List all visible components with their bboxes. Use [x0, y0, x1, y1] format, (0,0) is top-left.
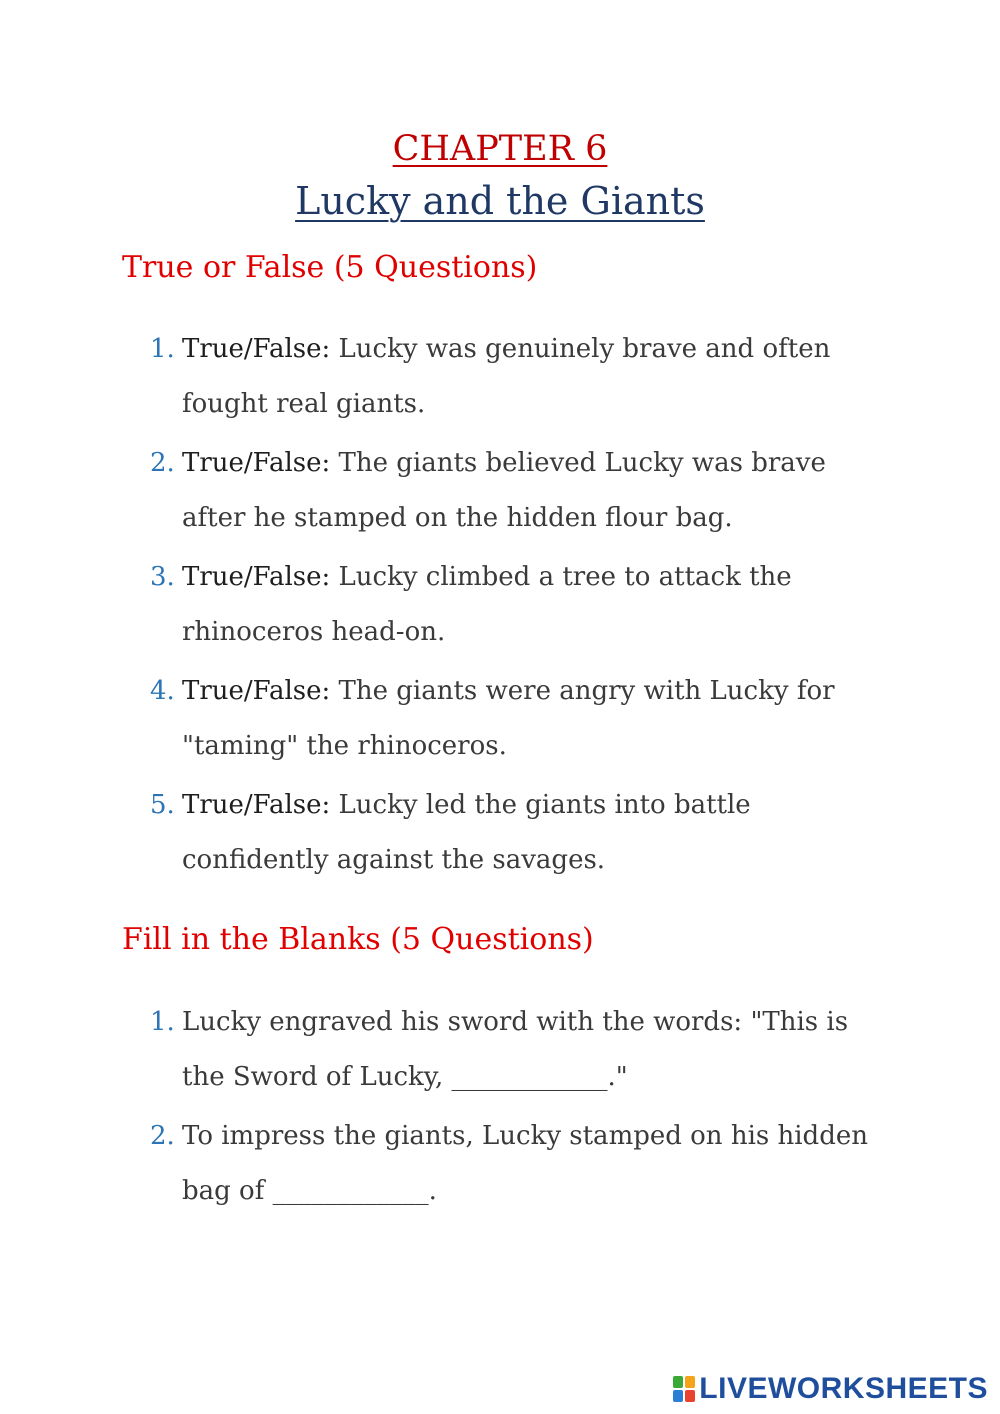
list-item	[150, 778, 890, 887]
list-item	[150, 664, 890, 773]
logo-square-red	[685, 1390, 695, 1402]
question-number: 5.	[150, 790, 175, 820]
list-item	[150, 322, 890, 431]
question-text: Lucky engraved his sword with the words: "This is the Sword of Lucky, ____________."	[182, 1007, 849, 1092]
question-label: True/False:	[182, 790, 331, 820]
page-title: Lucky and the Giants	[295, 179, 705, 223]
question-number: 3.	[150, 562, 175, 592]
question-label: True/False:	[182, 676, 331, 706]
logo-square-blue	[673, 1390, 683, 1402]
logo-text: LIVEWORKSHEETS	[699, 1372, 988, 1405]
logo-square-orange	[685, 1376, 695, 1388]
question-label: True/False:	[182, 334, 331, 364]
question-number: 1.	[150, 1007, 175, 1037]
list-item	[150, 550, 890, 659]
list-item	[150, 436, 890, 545]
logo-square-green	[673, 1376, 683, 1388]
liveworksheets-logo	[673, 1372, 988, 1406]
list-item	[150, 1109, 890, 1218]
question-number: 4.	[150, 676, 175, 706]
question-text: Lucky was genuinely brave and often fought real giants.	[182, 334, 831, 419]
true-false-question-list	[150, 322, 890, 892]
question-text: Lucky climbed a tree to attack the rhinoceros head-on.	[182, 562, 792, 647]
logo-grid-icon	[673, 1376, 695, 1402]
question-number: 2.	[150, 1121, 175, 1151]
list-item	[150, 995, 890, 1104]
question-number: 2.	[150, 448, 175, 478]
chapter-number: CHAPTER 6	[392, 129, 608, 169]
fill-in-blanks-question-list	[150, 995, 890, 1223]
section-heading-fill-in-the-blanks: Fill in the Blanks (5 Questions)	[122, 922, 594, 957]
question-text: The giants believed Lucky was brave after he stamped on the hidden flour bag.	[182, 448, 826, 533]
question-label: True/False:	[182, 448, 331, 478]
question-text: To impress the giants, Lucky stamped on his hidden bag of ____________.	[182, 1121, 868, 1206]
question-label: True/False:	[182, 562, 331, 592]
section-heading-true-false: True or False (5 Questions)	[122, 250, 538, 285]
question-text: The giants were angry with Lucky for "taming" the rhinoceros.	[182, 676, 835, 761]
question-number: 1.	[150, 334, 175, 364]
question-text: Lucky led the giants into battle confidently against the savages.	[182, 790, 751, 875]
